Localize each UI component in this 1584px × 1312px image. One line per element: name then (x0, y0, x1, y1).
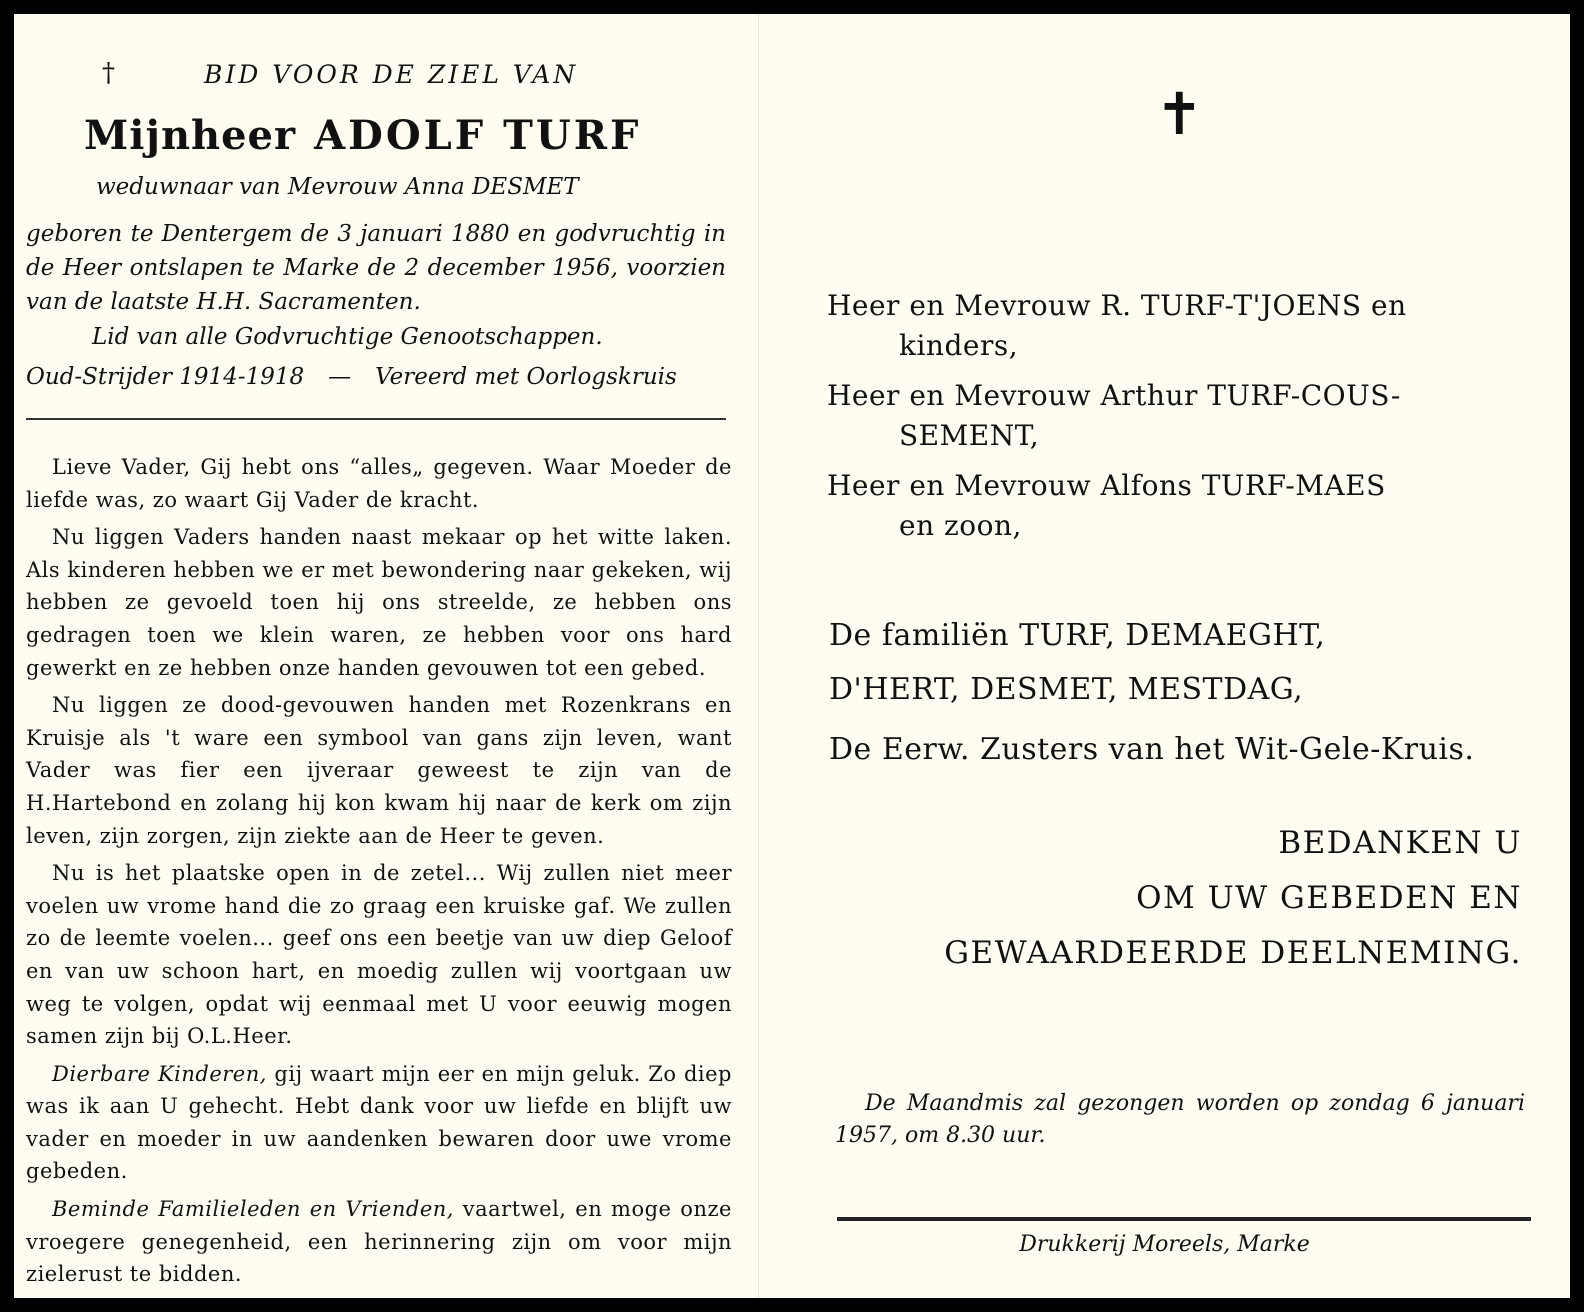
divider (26, 418, 726, 420)
families-line: D'HERT, DESMET, MESTDAG, (829, 672, 1304, 707)
family-line: Heer en Mevrouw Alfons TURF-MAES (827, 469, 1386, 502)
printer-credit: Drukkerij Moreels, Marke (1019, 1232, 1310, 1257)
family-line: Heer en Mevrouw Arthur TURF-COUS- (827, 379, 1401, 412)
thanks-line: BEDANKEN U (1278, 825, 1522, 861)
thanks-block (944, 816, 1522, 981)
family-line-cont: en zoon, (899, 509, 1022, 542)
left-panel (14, 14, 759, 1298)
farewell-text (26, 451, 732, 1296)
right-panel (759, 14, 1570, 1298)
thanks-line: GEWAARDEERDE DEELNEMING. (944, 935, 1522, 971)
family-entry (827, 286, 1527, 366)
veteran-text: Oud-Strijder 1914-1918 (26, 364, 305, 390)
deceased-name (84, 112, 641, 159)
family-line: Heer en Mevrouw R. TURF-T'JOENS en (827, 289, 1407, 322)
family-line-cont: SEMENT, (899, 419, 1040, 452)
veteran-line (26, 364, 677, 390)
memorial-card (14, 14, 1570, 1298)
families-block (829, 609, 1529, 777)
paragraph: Lieve Vader, Gij hebt ons “alles„ gegeven. Waar Moeder de liefde was, zo waart Gij Vader de kracht. (26, 455, 732, 512)
children-address: Dierbare Kinderen, (52, 1061, 267, 1086)
friends-text: vaartwel, en moge onze vroegere genegenheid, een herinnering zijn om voor mijn zielerust te bidden. (26, 1197, 732, 1287)
family-entry (827, 466, 1527, 546)
families-line: De familiën TURF, DEMAEGHT, (829, 618, 1326, 653)
mass-announcement: De Maandmis zal gezongen worden op zondag 6 januari 1957, om 8.30 uur. (835, 1091, 1525, 1148)
paragraph (26, 1058, 732, 1188)
friends-address: Beminde Familieleden en Vrienden, (52, 1197, 454, 1222)
widow-line: weduwnaar van Mevrouw Anna DESMET (96, 174, 579, 200)
family-list (827, 286, 1527, 556)
thanks-line: OM UW GEBEDEN EN (1136, 880, 1522, 916)
divider (837, 1217, 1531, 1221)
prayer-heading: BID VOOR DE ZIEL VAN (204, 60, 579, 89)
paragraph: Nu is het plaatske open in de zetel... Wij zullen niet meer voelen uw vrome hand die zo graag een kruiske gaf. We zullen zo de leemte voelen... geef ons een beetje van uw diep Geloof en van uw schoon hart, en moedig zullen wij voortgaan uw weg te volgen, opdat wij eenmaal met U voor eeuwig mogen samen zijn bij O.L.Heer. (26, 861, 732, 1049)
dash: — (328, 364, 352, 390)
children-text: gij waart mijn eer en mijn geluk. Zo diep was ik aan U gehecht. Hebt dank voor uw liefde en blijft uw vader en moeder in uw aandenken bewaren door uwe vrome gebeden. (26, 1061, 732, 1184)
cross-icon: ✝ (1155, 80, 1204, 148)
cross-icon: † (102, 58, 115, 88)
birth-death-text: geboren te Dentergem de 3 januari 1880 en godvruchtig in de Heer ontslapen te Marke de 2 december 1956, voorzien van de laatste H.H. Sacramenten. (26, 221, 726, 315)
member-line: Lid van alle Godvruchtige Genootschappen. (92, 324, 603, 350)
name-main: ADOLF TURF (314, 112, 642, 159)
paragraph (26, 1193, 732, 1291)
sisters-line: De Eerw. Zusters van het Wit-Gele-Kruis. (829, 732, 1475, 767)
family-line-cont: kinders, (899, 329, 1019, 362)
paragraph: Nu liggen Vaders handen naast mekaar op het witte laken. Als kinderen hebben we er met bewondering naar gekeken, wij hebben ze gevoeld toen hij ons streelde, ze hebben ons gedragen toen we klein waren, ze hebben voor ons hard gewerkt en ze hebben onze handen gevouwen tot een gebed. (26, 525, 732, 680)
name-prefix: Mijnheer (84, 112, 297, 159)
family-entry (827, 376, 1527, 456)
paragraph: Nu liggen ze dood-gevouwen handen met Rozenkrans en Kruisje als 't ware een symbool van gans zijn leven, want Vader was fier een ijveraar geweest te zijn van de H.Hartebond en zolang hij kon kwam hij naar de kerk om zijn leven, zijn zorgen, zijn ziekte aan de Heer te geven. (26, 693, 732, 848)
honor-text: Vereerd met Oorlogskruis (375, 364, 677, 390)
